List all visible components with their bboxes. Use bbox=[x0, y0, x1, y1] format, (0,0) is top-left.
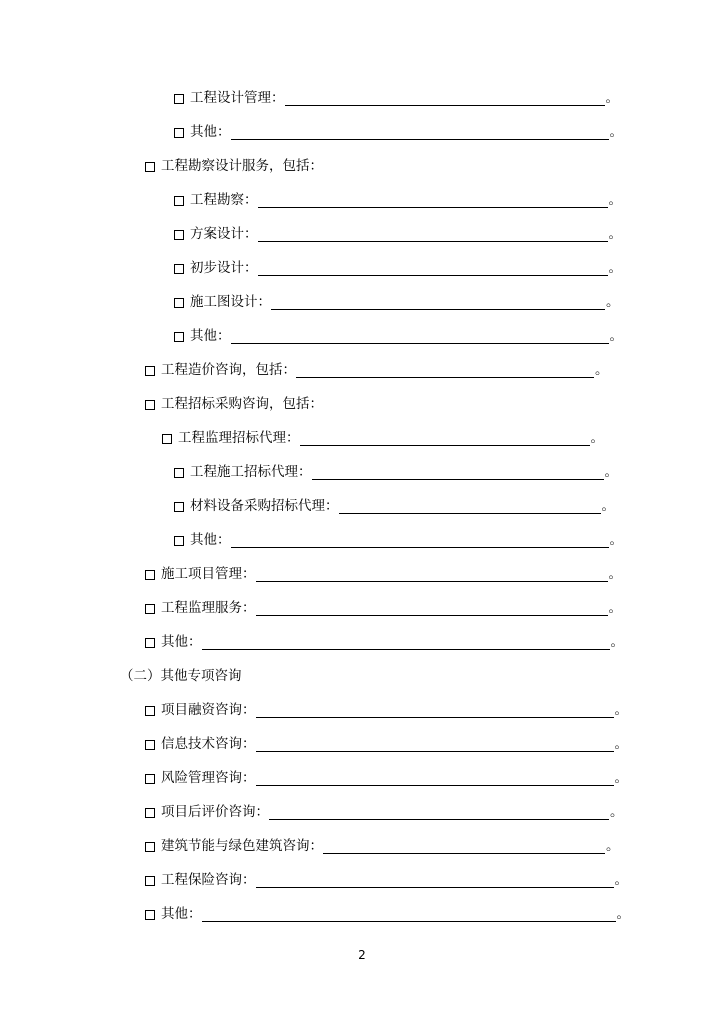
fill-blank[interactable] bbox=[339, 497, 601, 514]
item-label: 工程勘察设计服务，包括： bbox=[161, 158, 323, 174]
checkbox[interactable] bbox=[145, 808, 155, 818]
list-item: 工程保险咨询： 。 bbox=[145, 870, 628, 890]
fill-blank[interactable] bbox=[258, 191, 608, 208]
fill-blank[interactable] bbox=[323, 837, 605, 854]
list-item: 其他： 。 bbox=[145, 904, 630, 924]
checkbox[interactable] bbox=[145, 400, 155, 410]
item-label: 初步设计： bbox=[190, 260, 258, 276]
item-label: 风险管理咨询： bbox=[161, 770, 256, 786]
list-item bbox=[145, 394, 323, 414]
checkbox[interactable] bbox=[174, 94, 184, 104]
item-label: 工程招标采购咨询，包括： bbox=[161, 396, 323, 412]
fill-blank[interactable] bbox=[231, 327, 609, 344]
item-label: 材料设备采购招标代理： bbox=[190, 498, 339, 514]
item-label: 工程设计管理： bbox=[190, 90, 285, 106]
item-label: 其他： bbox=[161, 634, 202, 650]
list-item: 项目融资咨询： 。 bbox=[145, 700, 628, 720]
checkbox[interactable] bbox=[145, 706, 155, 716]
list-item: 其他： 。 bbox=[174, 122, 623, 142]
checkbox[interactable] bbox=[145, 876, 155, 886]
checkbox[interactable] bbox=[174, 332, 184, 342]
list-item: 方案设计： 。 bbox=[174, 224, 622, 244]
item-label: 工程监理招标代理： bbox=[178, 430, 300, 446]
list-item: 工程设计管理： 。 bbox=[174, 88, 619, 108]
page-number: 2 bbox=[358, 948, 366, 962]
checkbox[interactable] bbox=[145, 162, 155, 172]
list-item: 工程施工招标代理： 。 bbox=[174, 462, 618, 482]
item-label: 其他： bbox=[161, 906, 202, 922]
checkbox[interactable] bbox=[174, 468, 184, 478]
list-item: 工程造价咨询，包括： 。 bbox=[145, 360, 609, 380]
checkbox[interactable] bbox=[145, 842, 155, 852]
list-item: 施工项目管理： 。 bbox=[145, 564, 622, 584]
item-label: 施工项目管理： bbox=[161, 566, 256, 582]
list-item: 材料设备采购招标代理： 。 bbox=[174, 496, 615, 516]
item-label: 其他： bbox=[190, 328, 231, 344]
checkbox[interactable] bbox=[174, 128, 184, 138]
checkbox[interactable] bbox=[145, 740, 155, 750]
fill-blank[interactable] bbox=[256, 701, 614, 718]
item-label: 方案设计： bbox=[190, 226, 258, 242]
list-item: 工程监理招标代理： 。 bbox=[162, 428, 604, 448]
item-label: 其他： bbox=[190, 532, 231, 548]
fill-blank[interactable] bbox=[202, 633, 610, 650]
fill-blank[interactable] bbox=[300, 429, 590, 446]
checkbox[interactable] bbox=[145, 910, 155, 920]
item-label: 项目融资咨询： bbox=[161, 702, 256, 718]
checkbox[interactable] bbox=[174, 536, 184, 546]
list-item: 建筑节能与绿色建筑咨询： 。 bbox=[145, 836, 620, 856]
list-item: 其他： 。 bbox=[174, 530, 623, 550]
item-label: 信息技术咨询： bbox=[161, 736, 256, 752]
list-item: 工程监理服务： 。 bbox=[145, 598, 622, 618]
fill-blank[interactable] bbox=[258, 259, 608, 276]
item-label: 施工图设计： bbox=[190, 294, 271, 310]
section-heading: （二）其他专项咨询 bbox=[120, 668, 242, 684]
list-item: 施工图设计： 。 bbox=[174, 292, 620, 312]
item-label: 建筑节能与绿色建筑咨询： bbox=[161, 838, 323, 854]
fill-blank[interactable] bbox=[256, 735, 614, 752]
item-label: 工程施工招标代理： bbox=[190, 464, 312, 480]
fill-blank[interactable] bbox=[231, 123, 609, 140]
fill-blank[interactable] bbox=[256, 769, 614, 786]
checkbox[interactable] bbox=[145, 774, 155, 784]
checkbox[interactable] bbox=[145, 366, 155, 376]
checkbox[interactable] bbox=[174, 502, 184, 512]
fill-blank[interactable] bbox=[256, 599, 608, 616]
item-label: 工程保险咨询： bbox=[161, 872, 256, 888]
list-item: 工程勘察： 。 bbox=[174, 190, 622, 210]
checkbox[interactable] bbox=[174, 264, 184, 274]
list-item: 其他： 。 bbox=[174, 326, 623, 346]
list-item: 初步设计： 。 bbox=[174, 258, 622, 278]
fill-blank[interactable] bbox=[271, 293, 605, 310]
fill-blank[interactable] bbox=[258, 225, 608, 242]
list-item: 其他： 。 bbox=[145, 632, 624, 652]
item-label: 工程造价咨询，包括： bbox=[161, 362, 296, 378]
checkbox[interactable] bbox=[145, 570, 155, 580]
fill-blank[interactable] bbox=[269, 803, 609, 820]
fill-blank[interactable] bbox=[285, 89, 605, 106]
item-label: 工程监理服务： bbox=[161, 600, 256, 616]
list-item bbox=[145, 156, 323, 176]
list-item: 信息技术咨询： 。 bbox=[145, 734, 628, 754]
checkbox[interactable] bbox=[174, 230, 184, 240]
checkbox[interactable] bbox=[174, 298, 184, 308]
list-item: 项目后评价咨询： 。 bbox=[145, 802, 624, 822]
fill-blank[interactable] bbox=[202, 905, 616, 922]
fill-blank[interactable] bbox=[296, 361, 594, 378]
item-label: 其他： bbox=[190, 124, 231, 140]
checkbox[interactable] bbox=[162, 434, 172, 444]
list-item: 风险管理咨询： 。 bbox=[145, 768, 628, 788]
checkbox[interactable] bbox=[174, 196, 184, 206]
fill-blank[interactable] bbox=[256, 871, 614, 888]
item-label: 项目后评价咨询： bbox=[161, 804, 269, 820]
fill-blank[interactable] bbox=[312, 463, 604, 480]
checkbox[interactable] bbox=[145, 638, 155, 648]
item-label: 工程勘察： bbox=[190, 192, 258, 208]
checkbox[interactable] bbox=[145, 604, 155, 614]
fill-blank[interactable] bbox=[231, 531, 609, 548]
fill-blank[interactable] bbox=[256, 565, 608, 582]
